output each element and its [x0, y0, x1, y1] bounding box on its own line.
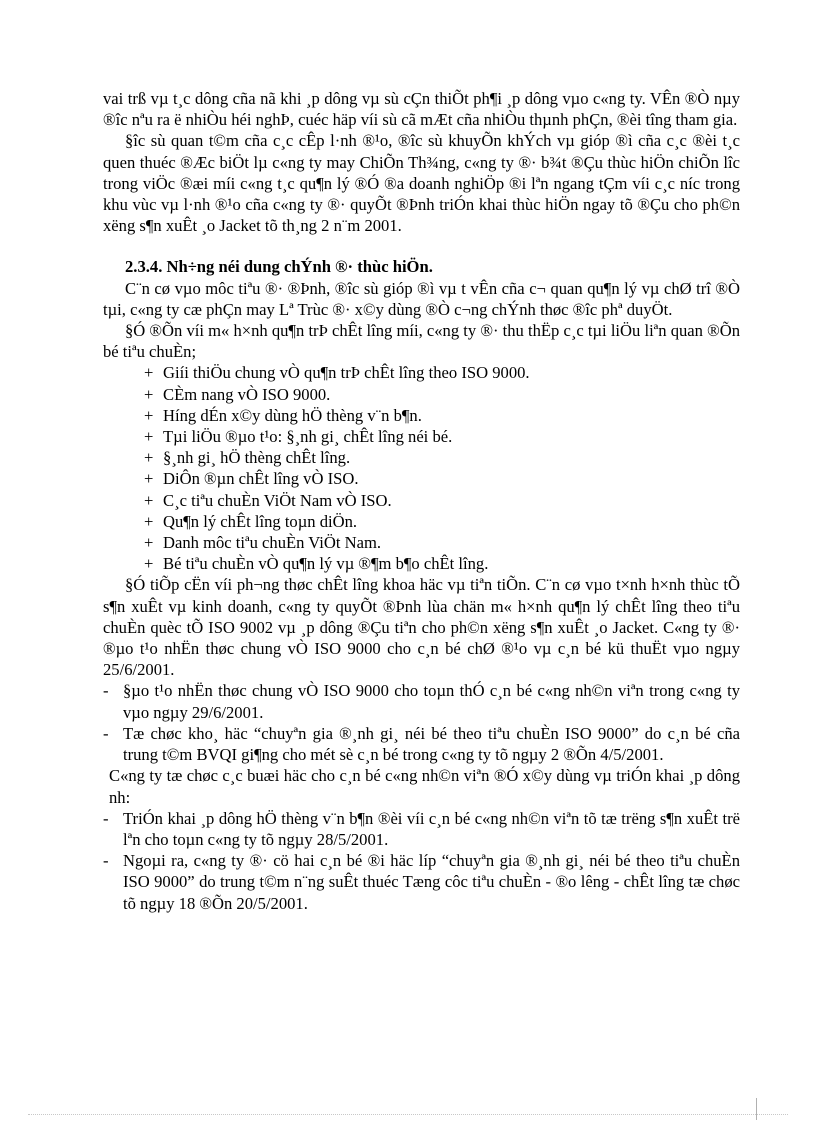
- plus-marker: +: [144, 363, 154, 383]
- document-list: [103, 362, 740, 574]
- list-item-text: Tæ chøc kho¸ häc “chuyªn gia ®¸nh gi¸ néi bé theo tiªu chuÈn ISO 9000” do c¸n bé cña trung t©m BVQI gi¶ng cho mét sè c¸n bé trong c«ng ty tõ ngµy 2 ®Õn 4/5/2001.: [123, 723, 740, 765]
- plus-marker: +: [144, 554, 154, 574]
- plus-marker: +: [144, 490, 154, 510]
- list-item: [103, 723, 740, 765]
- plus-marker: +: [144, 448, 154, 468]
- list-item: [144, 511, 740, 532]
- document-page: [103, 88, 740, 914]
- list-item-text: Bé tiªu chuÈn vÒ qu¶n lý vµ ®¶m b¶o chÊt lîng.: [163, 554, 489, 574]
- list-item: [144, 426, 740, 447]
- plus-marker: +: [144, 405, 154, 425]
- list-item-text: CÈm nang vÒ ISO 9000.: [163, 384, 331, 404]
- paragraph-documents: §Ó ®Õn víi m« h×nh qu¶n trÞ chÊt lîng míi, c«ng ty ®· thu thËp c¸c tµi liÖu liªn quan ®Õn bé tiªu chuÈn;: [103, 321, 740, 362]
- paragraph-courses: C«ng ty tæ chøc c¸c buæi häc cho c¸n bé c«ng nh©n viªn ®Ó x©y dùng vµ triÓn khai ¸p dông nh:: [109, 766, 740, 807]
- list-item-text: Giíi thiÖu chung vÒ qu¶n trÞ chÊt lîng theo ISO 9000.: [163, 363, 530, 383]
- paragraph-approach: §Ó tiÕp cËn víi ph¬ng thøc chÊt lîng khoa häc vµ tiªn tiÕn. C¨n cø vµo t×nh h×nh thùc tÕ s¶n xuÊt vµ kinh doanh, c«ng ty quyÕt ®Þnh lùa chän m« h×nh qu¶n lý chÊt lîng theo tiªu chuÈn quèc tÕ ISO 9002 vµ ¸p dông ®Çu tiªn cho ph©n xëng s¶n xuÊt ¸o Jacket. C«ng ty ®· ®µo t¹o nhËn thøc chung vÒ ISO 9000 cho c¸n bé chØ ®¹o vµ c¸n bé kü thuËt vµo ngµy 25/6/2001.: [103, 575, 740, 680]
- paragraph-leadership-support: §îc sù quan t©m cña c¸c cÊp l·nh ®¹o, ®îc sù khuyÕn khÝch vµ gióp ®ì cña c¸c ®èi t¸c quen thuéc ®Æc biÖt lµ c«ng ty may ChiÕn Th¾ng, c«ng ty ®· b¾t ®Çu thùc hiÖn chiÕn lîc trong viÖc ®æi míi c«ng t¸c qu¶n lý ®Ó ®a doanh nghiÖp ®i lªn ngang tÇm víi c¸c níc trong khu vùc vµ l·nh ®¹o cña c«ng ty ®· quyÕt ®Þnh triÓn khai thùc hiÖn ngay tõ ®Çu cho ph©n xëng s¶n xuÊt ¸o Jacket tõ th¸ng 2 n¨m 2001.: [103, 131, 740, 236]
- page-bottom-divider: [28, 1114, 788, 1115]
- list-item: [103, 808, 740, 850]
- plus-marker: +: [144, 384, 154, 404]
- list-item-text: TriÓn khai ¸p dông hÖ thèng v¨n b¶n ®èi víi c¸n bé c«ng nh©n viªn tõ tæ trëng s¶n xuÊt trë lªn cho toµn c«ng ty tõ ngµy 28/5/2001.: [123, 808, 740, 849]
- list-item: [144, 362, 740, 383]
- plus-marker: +: [144, 511, 154, 531]
- list-item-text: Tµi liÖu ®µo t¹o: §¸nh gi¸ chÊt lîng néi bé.: [163, 427, 453, 447]
- list-item-text: Danh môc tiªu chuÈn ViÖt Nam.: [163, 533, 382, 553]
- list-item: [144, 490, 740, 511]
- list-item-text: Híng dÉn x©y dùng hÖ thèng v¨n b¶n.: [163, 405, 422, 425]
- list-item: [144, 384, 740, 405]
- list-item: [144, 553, 740, 574]
- deployment-list: [103, 808, 740, 914]
- list-item-text: §µo t¹o nhËn thøc chung vÒ ISO 9000 cho toµn thÓ c¸n bé c«ng nh©n viªn trong c«ng ty vµo ngµy 29/6/2001.: [123, 681, 740, 722]
- dash-marker: -: [103, 851, 109, 871]
- list-item: [144, 468, 740, 489]
- training-list: [103, 680, 740, 765]
- list-item-text: §¸nh gi¸ hÖ thèng chÊt lîng.: [163, 448, 351, 468]
- paragraph-objectives: C¨n cø vµo môc tiªu ®· ®Þnh, ®îc sù gióp ®ì vµ t vÊn cña c¬ quan qu¶n lý vµ chØ trî ®Ò tµi, c«ng ty cæ phÇn may Lª Trùc ®· x©y dùng ®Ò c¬ng chÝnh thøc ®îc phª duyÖt.: [103, 278, 740, 319]
- plus-marker: +: [144, 533, 154, 553]
- section-heading: 2.3.4. Nh÷ng néi dung chÝnh ®· thùc hiÖn.: [125, 257, 433, 277]
- dash-marker: -: [103, 681, 109, 701]
- list-item: [103, 680, 740, 722]
- list-item: [144, 405, 740, 426]
- list-item: [103, 850, 740, 914]
- dash-marker: -: [103, 808, 109, 828]
- list-item: [144, 532, 740, 553]
- page-corner-mark: [756, 1098, 757, 1120]
- paragraph-intro: vai trß vµ t¸c dông cña nã khi ¸p dông vµ sù cÇn thiÕt ph¶i ¸p dông vµo c«ng ty. VÊn ®Ò nµy ®îc nªu ra ë nhiÒu héi nghÞ, cuéc häp víi sù cã mÆt cña nhiÒu thµnh phÇn, ®èi tîng tham gia.: [103, 89, 740, 130]
- plus-marker: +: [144, 469, 154, 489]
- list-item-text: C¸c tiªu chuÈn ViÖt Nam vÒ ISO.: [163, 490, 392, 510]
- list-item-text: Ngoµi ra, c«ng ty ®· cö hai c¸n bé ®i häc líp “chuyªn gia ®¸nh gi¸ néi bé theo tiªu chuÈn ISO 9000” do trung t©m n¨ng suÊt thuéc Tæng côc tiªu chuÈn - ®o lêng - chÊt lîng tæ chøc tõ ngµy 18 ®Õn 20/5/2001.: [123, 851, 740, 913]
- list-item: [144, 447, 740, 468]
- list-item-text: DiÔn ®µn chÊt lîng vÒ ISO.: [163, 469, 359, 489]
- dash-marker: -: [103, 723, 109, 743]
- list-item-text: Qu¶n lý chÊt lîng toµn diÖn.: [163, 511, 358, 531]
- plus-marker: +: [144, 427, 154, 447]
